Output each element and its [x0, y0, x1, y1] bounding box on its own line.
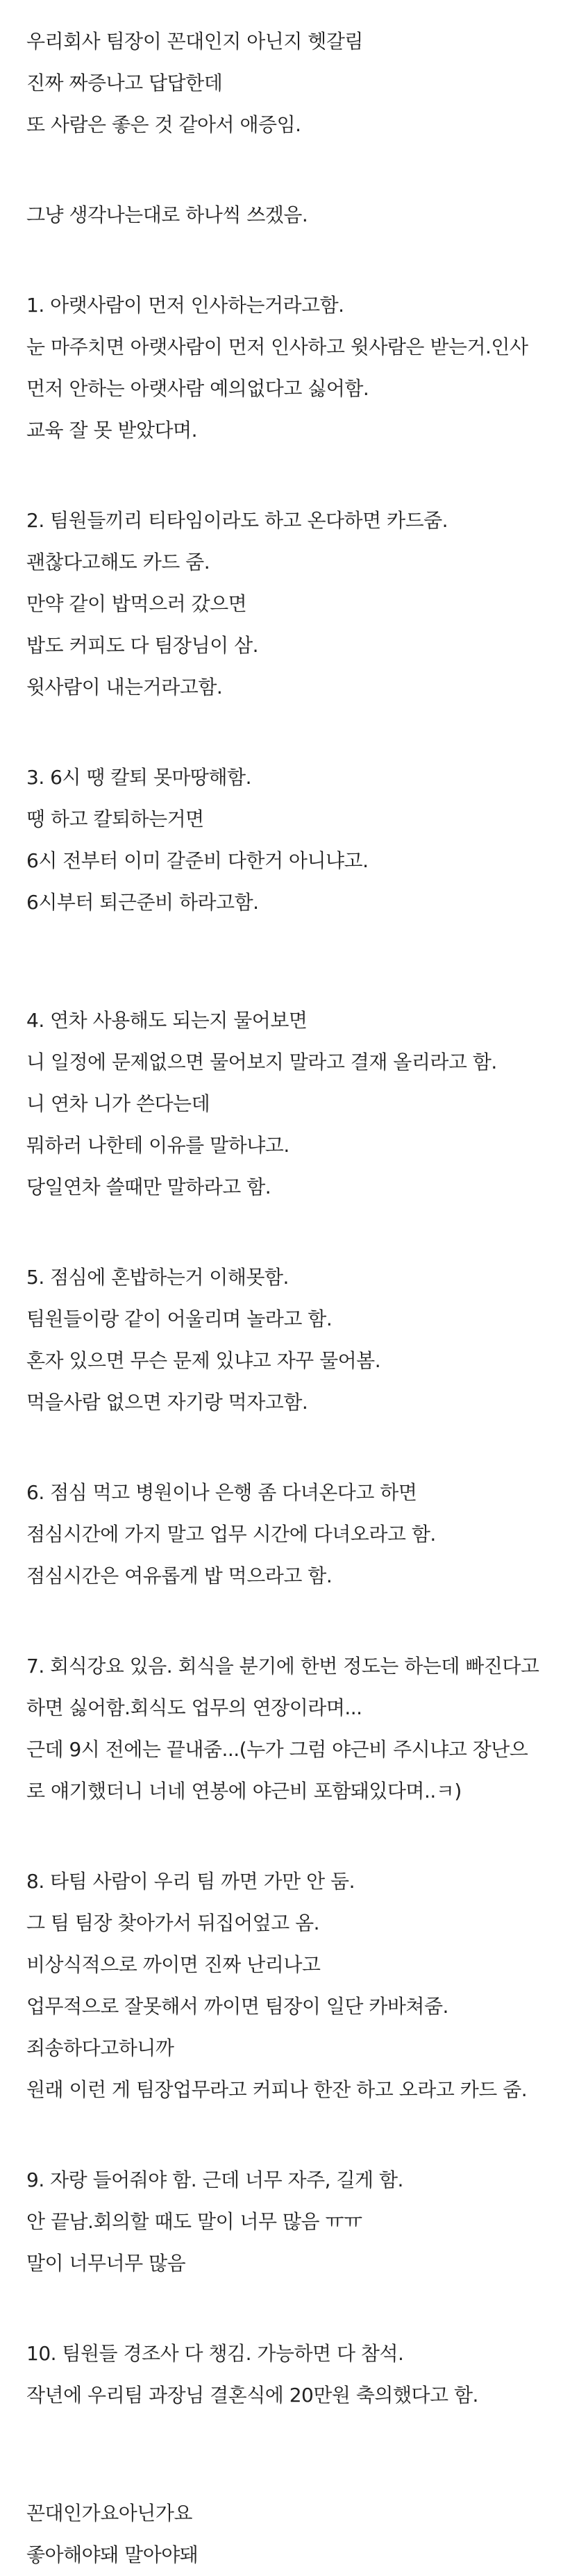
list-item-7 — [26, 1646, 582, 1812]
spacer — [26, 923, 582, 1000]
text-line: 니 일정에 문제없으면 물어보지 말라고 결재 올리라고 함. — [26, 1051, 497, 1073]
text-line: 진짜 짜증나고 답답한데 — [26, 72, 223, 94]
list-item-2 — [26, 500, 582, 708]
text-line: 업무적으로 잘못해서 까이면 팀장이 일단 카바쳐줌. — [26, 1995, 448, 2018]
text-line: 6. 점심 먹고 병원이나 은행 좀 다녀온다고 하면 — [26, 1481, 417, 1504]
text-line: 만약 같이 밥먹으러 갔으면 — [26, 592, 247, 615]
spacer — [26, 1812, 582, 1861]
text-line: 원래 이런 게 팀장업무라고 커피나 한잔 하고 오라고 카드 줌. — [26, 2078, 528, 2101]
text-line: 2. 팀원들끼리 티타임이라도 하고 온다하면 카드줌. — [26, 509, 448, 532]
text-line: 5. 점심에 혼밥하는거 이해못함. — [26, 1266, 289, 1289]
spacer — [26, 2111, 582, 2159]
spacer — [26, 2416, 582, 2493]
list-item-5 — [26, 1257, 582, 1423]
text-line: 팀원들이랑 같이 어울리며 놀라고 함. — [26, 1307, 333, 1330]
intro-paragraph — [26, 21, 582, 146]
text-line: 6시부터 퇴근준비 하라고함. — [26, 891, 259, 914]
preface-paragraph — [26, 194, 582, 236]
list-item-4 — [26, 1000, 582, 1208]
spacer — [26, 708, 582, 757]
text-line: 점심시간은 여유롭게 밥 먹으라고 함. — [26, 1564, 333, 1587]
text-line: 로 얘기했더니 너네 연봉에 야근비 포함돼있다며..ㅋ) — [26, 1780, 462, 1803]
text-line: 점심시간에 가지 말고 업무 시간에 다녀오라고 함. — [26, 1523, 436, 1546]
list-item-8 — [26, 1861, 582, 2111]
text-line: 안 끝남.회의할 때도 말이 너무 많음 ㅠㅠ — [26, 2210, 362, 2233]
list-item-9 — [26, 2159, 582, 2284]
list-item-3 — [26, 757, 582, 923]
spacer — [26, 1597, 582, 1646]
text-line: 또 사람은 좋은 것 같아서 애증임. — [26, 113, 301, 136]
text-line: 먼저 안하는 아랫사람 예의없다고 싫어함. — [26, 377, 369, 400]
spacer — [26, 0, 582, 21]
list-item-6 — [26, 1472, 582, 1597]
text-line: 뭐하러 나한테 이유를 말하냐고. — [26, 1134, 289, 1157]
text-line: 그냥 생각나는대로 하나씩 쓰겠음. — [26, 203, 308, 226]
spacer — [26, 236, 582, 285]
closing-paragraph — [26, 2493, 582, 2576]
text-line: 혼자 있으면 무슨 문제 있냐고 자꾸 물어봄. — [26, 1349, 381, 1372]
list-item-1 — [26, 285, 582, 451]
text-line: 4. 연차 사용해도 되는지 물어보면 — [26, 1009, 308, 1032]
text-line: 하면 싫어함.회식도 업무의 연장이라며... — [26, 1696, 362, 1719]
text-line: 땡 하고 칼퇴하는거면 — [26, 808, 204, 830]
spacer — [26, 451, 582, 500]
text-line: 말이 너무너무 많음 — [26, 2252, 186, 2275]
text-line: 1. 아랫사람이 먼저 인사하는거라고함. — [26, 294, 344, 317]
text-line: 꼰대인가요아닌가요 — [26, 2502, 192, 2525]
spacer — [26, 146, 582, 194]
text-line: 밥도 커피도 다 팀장님이 삼. — [26, 634, 259, 657]
text-line: 9. 자랑 들어줘야 함. 근데 너무 자주, 길게 함. — [26, 2168, 403, 2191]
text-line: 8. 타팀 사람이 우리 팀 까면 가만 안 둠. — [26, 1870, 355, 1893]
text-line: 눈 마주치면 아랫사람이 먼저 인사하고 윗사람은 받는거.인사 — [26, 335, 528, 358]
spacer — [26, 2284, 582, 2333]
text-line: 7. 회식강요 있음. 회식을 분기에 한번 정도는 하는데 빠진다고 — [26, 1655, 539, 1678]
text-line: 괜찮다고해도 카드 줌. — [26, 551, 210, 574]
text-line: 죄송하다고하니까 — [26, 2036, 174, 2059]
text-line: 윗사람이 내는거라고함. — [26, 676, 223, 699]
text-line: 니 연차 니가 쓴다는데 — [26, 1092, 210, 1115]
text-line: 먹을사람 없으면 자기랑 먹자고함. — [26, 1391, 308, 1414]
text-line: 우리회사 팀장이 꼰대인지 아닌지 헷갈림 — [26, 30, 363, 53]
text-line: 당일연차 쓸때만 말하라고 함. — [26, 1176, 271, 1198]
list-item-10 — [26, 2333, 582, 2416]
text-line: 3. 6시 땡 칼퇴 못마땅해함. — [26, 766, 251, 789]
spacer — [26, 1423, 582, 1472]
text-line: 작년에 우리팀 과장님 결혼식에 20만원 축의했다고 함. — [26, 2384, 478, 2407]
spacer — [26, 1208, 582, 1257]
text-line: 비상식적으로 까이면 진짜 난리나고 — [26, 1953, 321, 1976]
text-line: 교육 잘 못 받았다며. — [26, 419, 197, 442]
text-line: 그 팀 팀장 찾아가서 뒤집어엎고 옴. — [26, 1912, 320, 1934]
text-line: 6시 전부터 이미 갈준비 다한거 아니냐고. — [26, 849, 369, 872]
text-line: 10. 팀원들 경조사 다 챙김. 가능하면 다 참석. — [26, 2342, 404, 2365]
text-line: 좋아해야돼 말아야돼 — [26, 2543, 199, 2566]
post-body — [26, 0, 582, 2576]
text-line: 근데 9시 전에는 끝내줌...(누가 그럼 야근비 주시냐고 장난으 — [26, 1738, 528, 1761]
